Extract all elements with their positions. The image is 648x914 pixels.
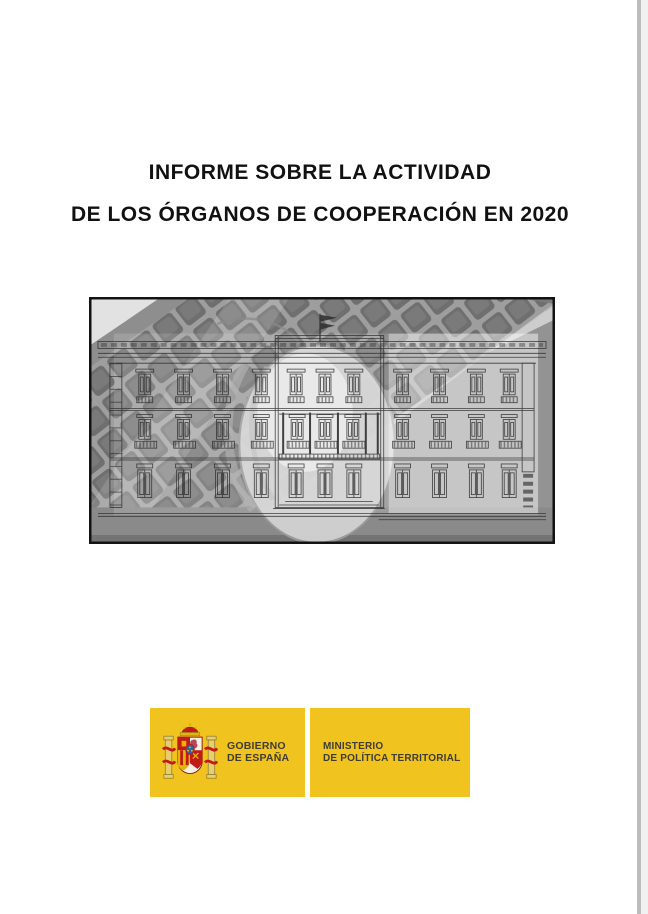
page-edge-gutter	[641, 0, 648, 914]
cover-image	[89, 297, 555, 544]
building-over-keyboard-illustration	[90, 298, 554, 543]
report-title	[0, 152, 640, 236]
ministerio-block	[310, 708, 470, 797]
gobierno-de-espana-block	[150, 708, 305, 797]
ministerio-label-line1: MINISTERIO	[323, 741, 384, 752]
gobierno-label-line1: GOBIERNO	[227, 740, 286, 752]
report-title-line1: INFORME SOBRE LA ACTIVIDAD	[148, 161, 492, 184]
gobierno-label-line2: DE ESPAÑA	[227, 751, 290, 764]
spain-coat-of-arms-icon	[162, 720, 218, 786]
government-logo-banner	[150, 708, 470, 797]
report-title-line2: DE LOS ÓRGANOS DE COOPERACIÓN EN 2020	[70, 203, 570, 226]
ministerio-label-line2: DE POLÍTICA TERRITORIAL	[323, 752, 461, 764]
